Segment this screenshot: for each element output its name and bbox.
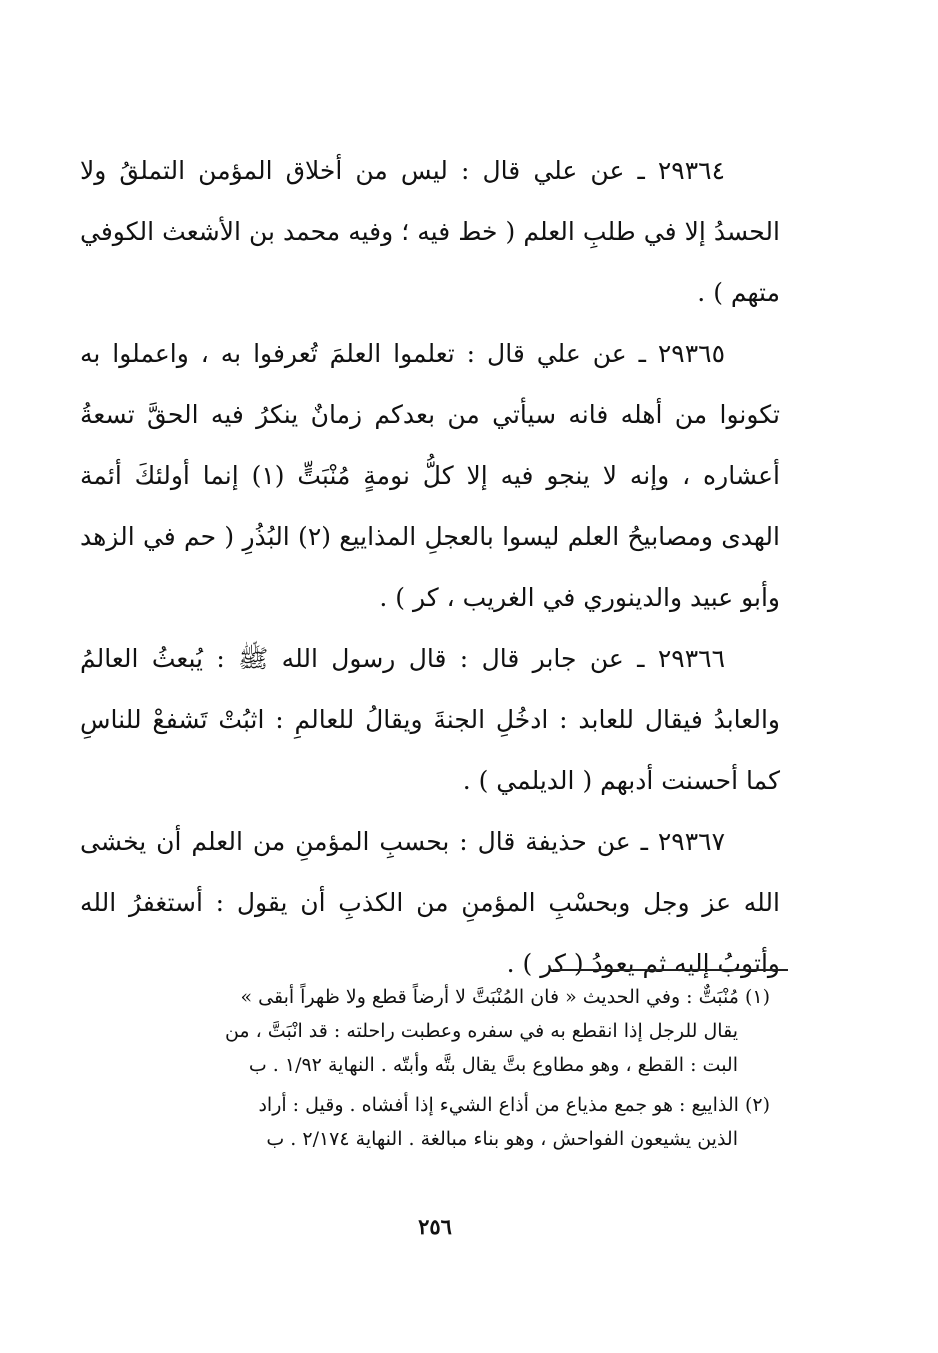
hadith-text: ـ عن حذيفة قال : بحسبِ المؤمنِ من العلم أن يخشى الله عز وجل وبحسْبِ المؤمنِ من الكذبِ أن يقول : أستغفرُ الله وأتوبُ إليه ثم يعودُ ( كر ) . (80, 827, 780, 978)
footnote-line: مُنْبَتٌّ : وفي الحديث « فان المُنْبَتَّ لا أرضاً قطع ولا ظهراً أبقى » (240, 986, 739, 1008)
footnote-line: الذين يشيعون الفواحش ، وهو بناء مبالغة . النهاية ٢/١٧٤ . ب (266, 1128, 738, 1150)
hadith-number: ٢٩٣٦٧ (657, 827, 726, 856)
hadith-text: ـ عن جابر قال : قال رسول الله ﷺ : يُبعثُ العالمُ والعابدُ فيقال للعابد : ادخُلِ الجنةَ ويقالُ للعالمِ : اثبُتْ تَشفعْ للناسِ كما أحسنت أدبهم ( الديلمي ) . (80, 644, 780, 795)
footnotes (80, 980, 770, 1162)
footnote-marker: (٢) (744, 1094, 770, 1116)
hadith-text: ـ عن علي قال : ليس من أخلاق المؤمن التملقُ ولا الحسدُ إلا في طلبِ العلم ( خط فيه ؛ وفيه محمد بن الأشعث الكوفي متهم ) . (80, 156, 780, 307)
hadith-entry (80, 323, 780, 628)
footnote (80, 1088, 770, 1156)
hadith-text: ـ عن علي قال : تعلموا العلمَ تُعرفوا به ، واعملوا به تكونوا من أهله فانه سيأتي من بعدكم زمانٌ ينكرُ فيه الحقَّ تسعةُ أعشاره ، وإنه لا ينجو فيه إلا كلُّ نومةٍ مُنْبَتٍّ (١) إنما أولئكَ أئمة الهدى ومصابيحُ العلم ليسوا بالعجلِ المذاييع (٢) البُذُرِ ( حم في الزهد وأبو عبيد والدينوري في الغريب ، كر ) . (80, 339, 780, 612)
hadith-entry (80, 811, 780, 994)
footnote-line: البت : القطع ، وهو مطاوع بتَّ يقال بتَّه وأبتّه . النهاية ١/٩٢ . ب (248, 1054, 738, 1076)
hadith-number: ٢٩٣٦٥ (657, 339, 725, 368)
main-text (80, 140, 780, 994)
footnote (80, 980, 770, 1082)
page-number: ٢٥٦ (418, 1214, 452, 1239)
hadith-entry (80, 140, 780, 323)
hadith-number: ٢٩٣٦٤ (657, 156, 725, 185)
footnote-line: الذاييع : هو جمع مذياع من أذاع الشيء إذا أفشاه . وقيل : أراد (258, 1094, 739, 1116)
hadith-number: ٢٩٣٦٦ (657, 644, 725, 673)
footnote-separator (553, 969, 788, 971)
footnote-marker: (١) (744, 986, 770, 1008)
footnote-line: يقال للرجل إذا انقطع به في سفره وعطبت راحلته : قد انْبَتَّ ، من (224, 1020, 738, 1042)
hadith-entry (80, 628, 780, 811)
